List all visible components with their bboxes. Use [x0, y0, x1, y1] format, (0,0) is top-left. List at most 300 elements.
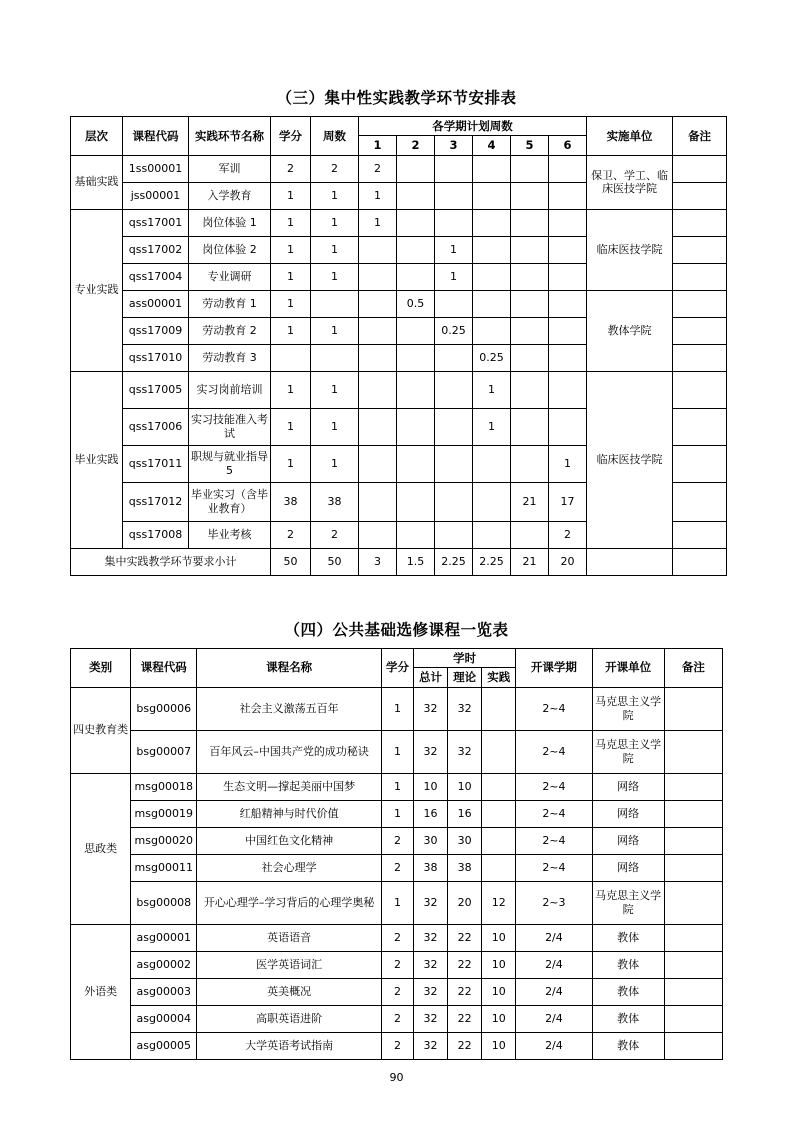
cell-term-4 [473, 290, 511, 317]
table-row [71, 881, 723, 924]
cell-note [673, 344, 727, 371]
cell-code: msg00011 [131, 854, 197, 881]
cell-course-name: 社会心理学 [197, 854, 382, 881]
cell-hours-theory: 20 [448, 881, 482, 924]
table-row [71, 924, 723, 951]
cell-dept: 教体 [592, 978, 664, 1005]
cell-name: 实习技能准入考试 [189, 408, 271, 445]
table-row [71, 687, 723, 730]
cell-credit: 1 [381, 730, 413, 773]
cell-course-name: 高职英语进阶 [197, 1005, 382, 1032]
cell-note [664, 687, 722, 730]
cell-dept: 教体 [592, 1005, 664, 1032]
th-dept: 开课单位 [592, 648, 664, 687]
cell-hours-total: 32 [414, 924, 448, 951]
cell-weeks: 1 [311, 317, 359, 344]
th-credit: 学分 [271, 117, 311, 156]
cell-term-4: 0.25 [473, 344, 511, 371]
table-row [71, 951, 723, 978]
th-name: 实践环节名称 [189, 117, 271, 156]
cell-total-term-1: 3 [359, 548, 397, 575]
cell-name: 岗位体验 2 [189, 236, 271, 263]
cell-credit: 1 [271, 182, 311, 209]
cell-weeks [311, 344, 359, 371]
th-code: 课程代码 [131, 648, 197, 687]
cell-weeks: 2 [311, 521, 359, 548]
th-credit: 学分 [381, 648, 413, 687]
cell-hours-total: 32 [414, 730, 448, 773]
cell-layer: 基础实践 [71, 155, 123, 209]
cell-note [673, 371, 727, 408]
cell-weeks: 1 [311, 408, 359, 445]
cell-term-1 [359, 317, 397, 344]
cell-total-unit [587, 548, 673, 575]
cell-code: qss17006 [123, 408, 189, 445]
cell-credit: 1 [271, 263, 311, 290]
cell-hours-theory: 32 [448, 730, 482, 773]
cell-term-6 [549, 344, 587, 371]
cell-total-label: 集中实践教学环节要求小计 [71, 548, 271, 575]
cell-credit: 2 [271, 521, 311, 548]
cell-term-5 [511, 290, 549, 317]
cell-name: 岗位体验 1 [189, 209, 271, 236]
table-row [71, 371, 727, 408]
cell-code: qss17010 [123, 344, 189, 371]
cell-hours-total: 30 [414, 827, 448, 854]
cell-hours-theory: 22 [448, 978, 482, 1005]
cell-term-3 [435, 155, 473, 182]
cell-dept: 教体 [592, 924, 664, 951]
cell-term-2 [397, 317, 435, 344]
cell-term-3: 0.25 [435, 317, 473, 344]
th-unit: 实施单位 [587, 117, 673, 156]
th-hours-group: 学时 [414, 648, 516, 667]
cell-credit: 2 [381, 951, 413, 978]
cell-credit: 1 [381, 773, 413, 800]
cell-term-2 [397, 155, 435, 182]
cell-term-5 [511, 445, 549, 482]
cell-course-name: 英语语音 [197, 924, 382, 951]
cell-term-4 [473, 263, 511, 290]
cell-note [673, 317, 727, 344]
cell-term: 2~4 [516, 730, 592, 773]
table-row [71, 1032, 723, 1059]
cell-term-3 [435, 209, 473, 236]
cell-total-term-2: 1.5 [397, 548, 435, 575]
cell-code: asg00001 [131, 924, 197, 951]
th-hours-total: 总计 [414, 668, 448, 687]
cell-unit: 临床医技学院 [587, 371, 673, 548]
cell-name: 专业调研 [189, 263, 271, 290]
cell-total-term-5: 21 [511, 548, 549, 575]
th-terms-group: 各学期计划周数 [359, 117, 587, 136]
cell-layer: 专业实践 [71, 209, 123, 371]
cell-credit: 1 [271, 290, 311, 317]
cell-term: 2~4 [516, 773, 592, 800]
cell-credit: 2 [381, 1032, 413, 1059]
cell-term-6: 17 [549, 482, 587, 521]
cell-dept: 网络 [592, 854, 664, 881]
table-row [71, 290, 727, 317]
cell-dept: 网络 [592, 773, 664, 800]
cell-term-3: 1 [435, 263, 473, 290]
cell-code: qss17001 [123, 209, 189, 236]
cell-course-name: 生态文明—撑起美丽中国梦 [197, 773, 382, 800]
cell-name: 劳动教育 2 [189, 317, 271, 344]
cell-term-2: 0.5 [397, 290, 435, 317]
cell-term-3 [435, 482, 473, 521]
cell-term-3 [435, 408, 473, 445]
cell-term-4 [473, 445, 511, 482]
cell-hours-practice: 10 [482, 1005, 516, 1032]
cell-term-3: 1 [435, 236, 473, 263]
cell-term-5 [511, 209, 549, 236]
table2-title: （四）公共基础选修课程一览表 [284, 620, 509, 639]
cell-term-4 [473, 521, 511, 548]
cell-term-1 [359, 290, 397, 317]
cell-code: qss17012 [123, 482, 189, 521]
cell-code: qss17002 [123, 236, 189, 263]
cell-code: ass00001 [123, 290, 189, 317]
cell-term-5 [511, 263, 549, 290]
cell-hours-theory: 30 [448, 827, 482, 854]
cell-weeks: 1 [311, 445, 359, 482]
cell-credit: 1 [381, 800, 413, 827]
cell-weeks: 38 [311, 482, 359, 521]
cell-weeks: 1 [311, 209, 359, 236]
cell-hours-practice: 10 [482, 1032, 516, 1059]
table1-header-row-1 [71, 117, 727, 136]
cell-dept: 教体 [592, 1032, 664, 1059]
cell-note [664, 978, 722, 1005]
cell-weeks [311, 290, 359, 317]
cell-hours-theory: 38 [448, 854, 482, 881]
cell-credit: 1 [271, 445, 311, 482]
cell-code: msg00019 [131, 800, 197, 827]
cell-credit: 1 [271, 371, 311, 408]
cell-term-1 [359, 263, 397, 290]
cell-term-6: 1 [549, 445, 587, 482]
cell-term: 2~4 [516, 687, 592, 730]
cell-code: jss00001 [123, 182, 189, 209]
cell-hours-practice: 10 [482, 951, 516, 978]
cell-credit: 2 [381, 827, 413, 854]
cell-name: 军训 [189, 155, 271, 182]
cell-code: asg00004 [131, 1005, 197, 1032]
cell-code: asg00005 [131, 1032, 197, 1059]
cell-dept: 网络 [592, 800, 664, 827]
public-elective-courses-table [70, 648, 723, 1060]
cell-note [673, 155, 727, 182]
cell-code: asg00003 [131, 978, 197, 1005]
cell-course-name: 大学英语考试指南 [197, 1032, 382, 1059]
cell-term-4 [473, 155, 511, 182]
cell-name: 实习岗前培训 [189, 371, 271, 408]
cell-hours-total: 32 [414, 881, 448, 924]
cell-course-name: 百年风云–中国共产党的成功秘诀 [197, 730, 382, 773]
cell-term-3 [435, 371, 473, 408]
cell-note [664, 827, 722, 854]
cell-note [673, 408, 727, 445]
cell-term-1: 1 [359, 182, 397, 209]
cell-term: 2~4 [516, 854, 592, 881]
cell-term-4 [473, 236, 511, 263]
cell-dept: 马克思主义学院 [592, 687, 664, 730]
cell-term-2 [397, 209, 435, 236]
cell-hours-total: 32 [414, 978, 448, 1005]
table2-header-row-1 [71, 648, 723, 667]
cell-term-1 [359, 521, 397, 548]
cell-term-6: 2 [549, 521, 587, 548]
cell-code: bsg00007 [131, 730, 197, 773]
cell-note [673, 290, 727, 317]
cell-unit: 保卫、学工、临床医技学院 [587, 155, 673, 209]
cell-note [664, 1005, 722, 1032]
cell-weeks: 1 [311, 371, 359, 408]
cell-dept: 马克思主义学院 [592, 730, 664, 773]
cell-code: bsg00008 [131, 881, 197, 924]
th-hours-practice: 实践 [482, 668, 516, 687]
cell-code: bsg00006 [131, 687, 197, 730]
cell-note [664, 951, 722, 978]
cell-weeks: 1 [311, 263, 359, 290]
cell-credit: 1 [271, 209, 311, 236]
cell-hours-theory: 22 [448, 1005, 482, 1032]
cell-credit [271, 344, 311, 371]
cell-term-4 [473, 209, 511, 236]
cell-hours-theory: 22 [448, 951, 482, 978]
cell-total-term-4: 2.25 [473, 548, 511, 575]
cell-term-5 [511, 236, 549, 263]
cell-note [664, 881, 722, 924]
cell-term-2 [397, 263, 435, 290]
cell-hours-theory: 10 [448, 773, 482, 800]
cell-term: 2/4 [516, 1005, 592, 1032]
cell-total-term-6: 20 [549, 548, 587, 575]
th-layer: 层次 [71, 117, 123, 156]
cell-term-6 [549, 317, 587, 344]
cell-note [673, 236, 727, 263]
cell-term-1: 1 [359, 209, 397, 236]
th-hours-theory: 理论 [448, 668, 482, 687]
cell-hours-total: 32 [414, 687, 448, 730]
cell-hours-theory: 32 [448, 687, 482, 730]
cell-term: 2~4 [516, 800, 592, 827]
practice-schedule-table [70, 116, 727, 576]
th-term-4: 4 [473, 136, 511, 155]
cell-total-credit: 50 [271, 548, 311, 575]
th-term-3: 3 [435, 136, 473, 155]
cell-credit: 2 [381, 924, 413, 951]
cell-note [664, 1032, 722, 1059]
cell-course-name: 中国红色文化精神 [197, 827, 382, 854]
th-term: 开课学期 [516, 648, 592, 687]
cell-note [664, 924, 722, 951]
cell-term-5 [511, 317, 549, 344]
cell-hours-theory: 22 [448, 1032, 482, 1059]
cell-term-6 [549, 290, 587, 317]
cell-term: 2/4 [516, 978, 592, 1005]
cell-term-1: 2 [359, 155, 397, 182]
cell-hours-practice [482, 854, 516, 881]
table-row [71, 155, 727, 182]
cell-term-6 [549, 209, 587, 236]
table-row [71, 978, 723, 1005]
th-weeks: 周数 [311, 117, 359, 156]
cell-name: 劳动教育 1 [189, 290, 271, 317]
cell-term-4 [473, 317, 511, 344]
cell-term-6 [549, 236, 587, 263]
cell-term-4: 1 [473, 371, 511, 408]
cell-code: qss17011 [123, 445, 189, 482]
cell-note [664, 773, 722, 800]
cell-hours-practice [482, 773, 516, 800]
cell-term-2 [397, 182, 435, 209]
cell-term-2 [397, 371, 435, 408]
cell-term-3 [435, 445, 473, 482]
cell-credit: 1 [381, 687, 413, 730]
table1-total-row [71, 548, 727, 575]
table-row [71, 854, 723, 881]
cell-name: 毕业实习（含毕业教育） [189, 482, 271, 521]
cell-term-3 [435, 344, 473, 371]
cell-term-2 [397, 521, 435, 548]
cell-term-1 [359, 408, 397, 445]
cell-dept: 马克思主义学院 [592, 881, 664, 924]
th-course-name: 课程名称 [197, 648, 382, 687]
cell-note [673, 182, 727, 209]
cell-term-3 [435, 182, 473, 209]
cell-term-3 [435, 290, 473, 317]
cell-term-4: 1 [473, 408, 511, 445]
cell-hours-practice [482, 800, 516, 827]
cell-total-weeks: 50 [311, 548, 359, 575]
cell-code: qss17008 [123, 521, 189, 548]
cell-code: msg00018 [131, 773, 197, 800]
table-row [71, 773, 723, 800]
cell-course-name: 医学英语词汇 [197, 951, 382, 978]
cell-weeks: 1 [311, 236, 359, 263]
cell-credit: 2 [381, 854, 413, 881]
cell-weeks: 2 [311, 155, 359, 182]
cell-note [664, 854, 722, 881]
cell-hours-total: 32 [414, 1032, 448, 1059]
cell-hours-practice [482, 827, 516, 854]
cell-term-1 [359, 482, 397, 521]
cell-term-2 [397, 408, 435, 445]
cell-hours-total: 32 [414, 1005, 448, 1032]
cell-term-1 [359, 344, 397, 371]
cell-name: 毕业考核 [189, 521, 271, 548]
cell-dept: 网络 [592, 827, 664, 854]
cell-hours-practice [482, 687, 516, 730]
cell-course-name: 开心心理学–学习背后的心理学奥秘 [197, 881, 382, 924]
cell-name: 职规与就业指导 5 [189, 445, 271, 482]
cell-total-note [673, 548, 727, 575]
th-note: 备注 [664, 648, 722, 687]
cell-term: 2~4 [516, 827, 592, 854]
cell-credit: 2 [381, 1005, 413, 1032]
cell-term: 2/4 [516, 951, 592, 978]
cell-term-4 [473, 482, 511, 521]
cell-credit: 2 [381, 978, 413, 1005]
table-row [71, 730, 723, 773]
cell-term-2 [397, 482, 435, 521]
cell-hours-theory: 16 [448, 800, 482, 827]
cell-name: 入学教育 [189, 182, 271, 209]
cell-code: msg00020 [131, 827, 197, 854]
cell-category: 四史教育类 [71, 687, 131, 773]
cell-term-5 [511, 182, 549, 209]
cell-term-5 [511, 408, 549, 445]
th-note: 备注 [673, 117, 727, 156]
cell-note [664, 730, 722, 773]
cell-term-6 [549, 371, 587, 408]
cell-term-6 [549, 182, 587, 209]
cell-term: 2/4 [516, 1032, 592, 1059]
cell-hours-total: 32 [414, 951, 448, 978]
cell-dept: 教体 [592, 951, 664, 978]
cell-unit: 临床医技学院 [587, 209, 673, 290]
cell-total-term-3: 2.25 [435, 548, 473, 575]
cell-note [664, 800, 722, 827]
cell-term-6 [549, 263, 587, 290]
th-term-2: 2 [397, 136, 435, 155]
cell-term-1 [359, 371, 397, 408]
cell-hours-practice [482, 730, 516, 773]
cell-unit: 教体学院 [587, 290, 673, 371]
cell-note [673, 521, 727, 548]
cell-course-name: 社会主义激荡五百年 [197, 687, 382, 730]
cell-hours-practice: 10 [482, 924, 516, 951]
table-row [71, 209, 727, 236]
cell-credit: 1 [271, 317, 311, 344]
cell-hours-total: 38 [414, 854, 448, 881]
cell-note [673, 482, 727, 521]
cell-code: qss17004 [123, 263, 189, 290]
cell-course-name: 红船精神与时代价值 [197, 800, 382, 827]
cell-code: 1ss00001 [123, 155, 189, 182]
cell-credit: 2 [271, 155, 311, 182]
cell-code: asg00002 [131, 951, 197, 978]
cell-term-2 [397, 344, 435, 371]
cell-note [673, 263, 727, 290]
cell-course-name: 英美概况 [197, 978, 382, 1005]
cell-term-6 [549, 155, 587, 182]
cell-hours-practice: 10 [482, 978, 516, 1005]
th-category: 类别 [71, 648, 131, 687]
th-term-6: 6 [549, 136, 587, 155]
table-row [71, 800, 723, 827]
cell-name: 劳动教育 3 [189, 344, 271, 371]
cell-credit: 38 [271, 482, 311, 521]
cell-term-2 [397, 236, 435, 263]
cell-term-1 [359, 445, 397, 482]
table1-title: （三）集中性实践教学环节安排表 [276, 89, 517, 107]
th-term-1: 1 [359, 136, 397, 155]
cell-term-5 [511, 344, 549, 371]
cell-term: 2/4 [516, 924, 592, 951]
cell-credit: 1 [271, 408, 311, 445]
cell-note [673, 209, 727, 236]
cell-code: qss17005 [123, 371, 189, 408]
cell-category: 外语类 [71, 924, 131, 1059]
cell-term-4 [473, 182, 511, 209]
cell-credit: 1 [381, 881, 413, 924]
cell-hours-total: 16 [414, 800, 448, 827]
cell-term-5 [511, 155, 549, 182]
cell-note [673, 445, 727, 482]
